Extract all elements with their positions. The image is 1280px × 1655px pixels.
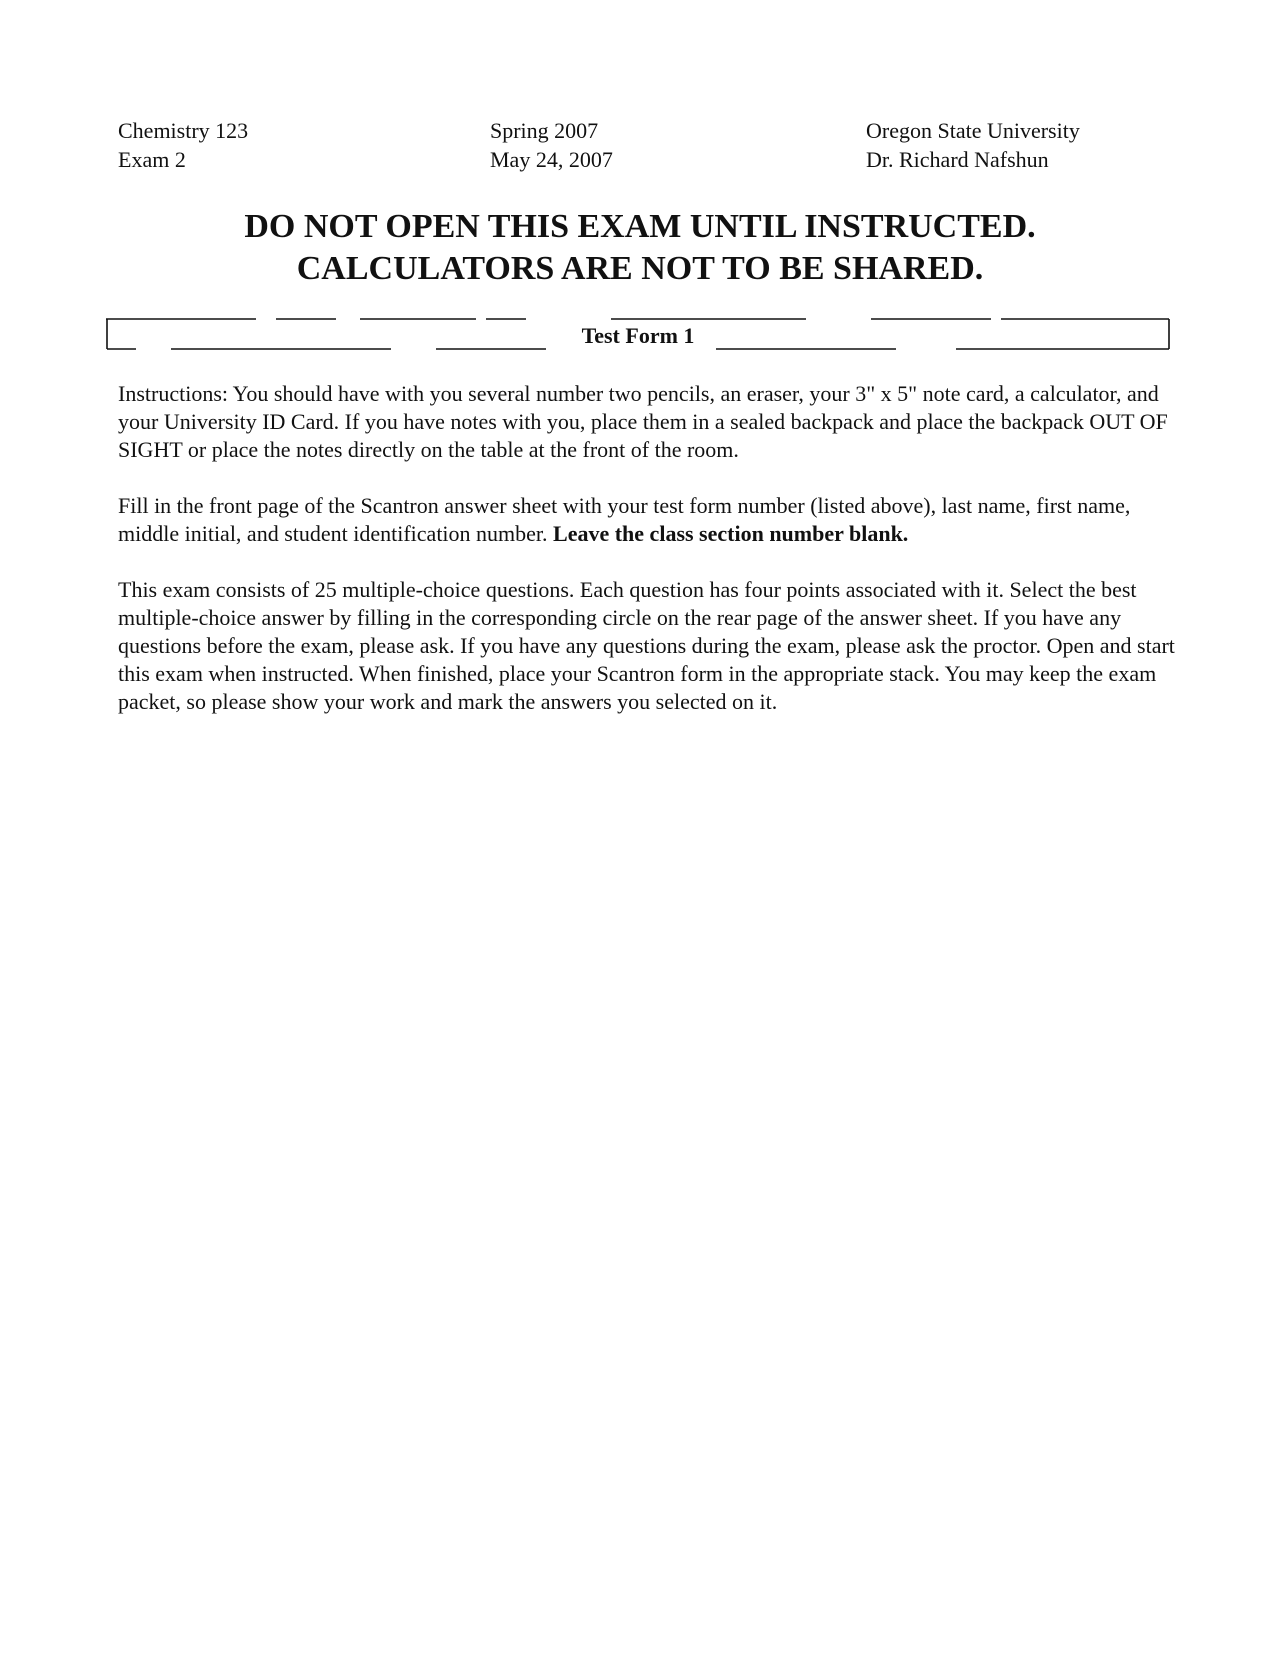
scantron-text: Fill in the front page of the Scantron answer sheet with your test form number (listed above), last name, first name, middle initial, and student identification number. [118,493,1131,546]
term: Spring 2007 [490,118,599,143]
header-right-column [866,116,1080,174]
section-number-warning: Leave the class section number blank. [553,521,909,546]
instructions-paragraph-scantron [118,492,1178,548]
header-left-column [118,116,248,174]
instructor-name: Dr. Richard Nafshun [866,147,1049,172]
warning-line-2: CALCULATORS ARE NOT TO BE SHARED. [296,250,984,287]
test-form-label: Test Form 1 [581,323,695,348]
university-name: Oregon State University [866,118,1080,143]
exam-number: Exam 2 [118,147,186,172]
course-name: Chemistry 123 [118,118,249,143]
exam-header [118,116,1178,178]
instructions-paragraph-materials: Instructions: You should have with you several number two pencils, an eraser, your 3" x 5" note card, a calculator, and your University ID Card. If you have notes with you, place them in a sealed backpack and place the backpack OUT OF SIGHT or place the notes directly on the table at the front of the room. [118,381,1168,462]
exam-date: May 24, 2007 [490,147,613,172]
instructions-section [118,380,1178,716]
header-center-column [490,116,613,174]
instructions-paragraph-exam-format: This exam consists of 25 multiple-choice questions. Each question has four points associated with it. Select the best multiple-choice answer by filling in the corresponding circle on the rear page of the answer sheet. If you have any questions before the exam, please ask. If you have any questions during the exam, please ask the proctor. Open and start this exam when instructed. When finished, place your Scantron form in the appropriate stack. You may keep the exam packet, so please show your work and mark the answers you selected on it. [118,577,1175,714]
warning-banner [0,206,1280,290]
test-form-box [106,318,1170,350]
warning-line-1: DO NOT OPEN THIS EXAM UNTIL INSTRUCTED. [244,208,1036,245]
